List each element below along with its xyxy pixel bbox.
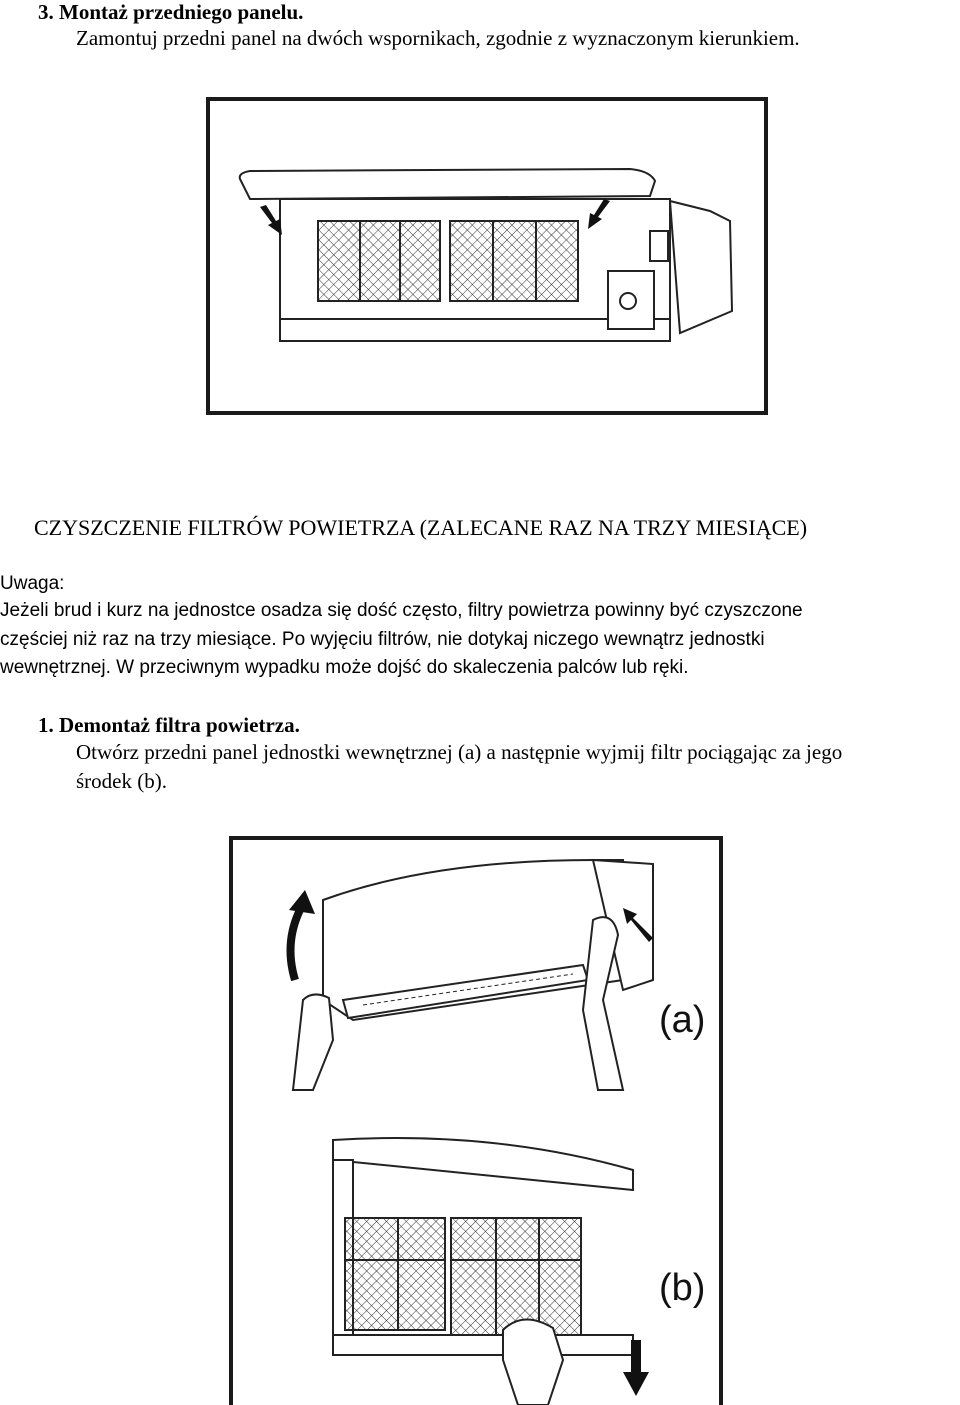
filter-removal-figure: [229, 836, 723, 1405]
step-3-instruction: Zamontuj przedni panel na dwóch wspornikach, zgodnie z wyznaczonym kierunkiem.: [76, 26, 800, 50]
label-a: (a): [659, 999, 706, 1041]
indoor-unit-illustration: [210, 101, 764, 411]
note-text-line: częściej niż raz na trzy miesiące. Po wyjęciu filtrów, nie dotykaj niczego wewnątrz jednostki: [0, 629, 765, 650]
note-text-line: Jeżeli brud i kurz na jednostce osadza się dość często, filtry powietrza powinny być czyszczone: [0, 600, 803, 621]
step-1-instruction-line: środek (b).: [76, 769, 167, 793]
filter-removal-illustration: [233, 840, 719, 1405]
front-panel-mounting-figure: [206, 97, 768, 415]
note-label: Uwaga:: [0, 573, 65, 594]
step-1-instruction-line: Otwórz przedni panel jednostki wewnętrznej (a) a następnie wyjmij filtr pociągając za jego: [76, 740, 843, 764]
label-b: (b): [659, 1267, 706, 1309]
section-title: CZYSZCZENIE FILTRÓW POWIETRZA (ZALECANE RAZ NA TRZY MIESIĄCE): [34, 515, 808, 540]
step-1-heading: 1. Demontaż filtra powietrza.: [38, 713, 300, 737]
note-text-line: wewnętrznej. W przeciwnym wypadku może dojść do skaleczenia palców lub ręki.: [0, 657, 689, 678]
step-3-heading: 3. Montaż przedniego panelu.: [38, 0, 304, 24]
